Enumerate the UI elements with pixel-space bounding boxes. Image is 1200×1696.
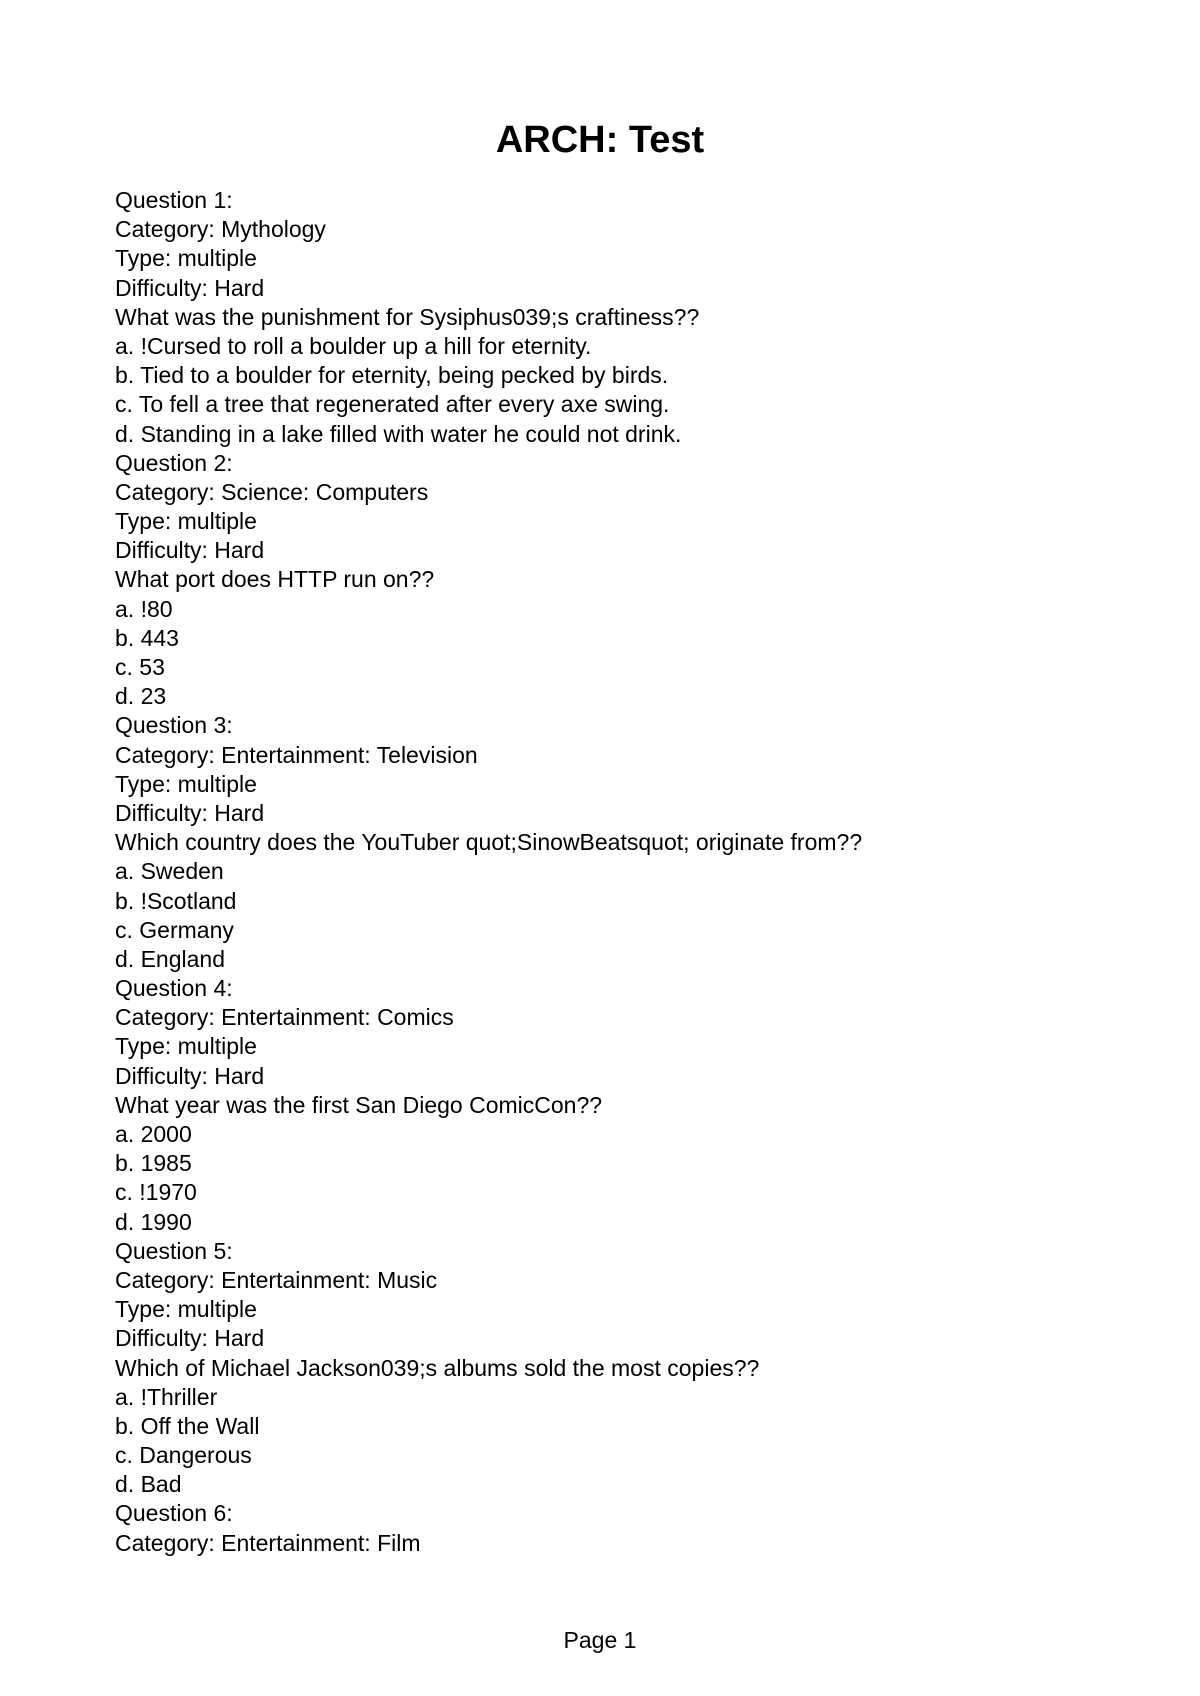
question-5-option-a: a. !Thriller [115,1383,218,1410]
question-5-option-c: c. Dangerous [115,1442,252,1469]
question-3-type: Type: multiple [115,770,257,797]
question-2-text: What port does HTTP run on?? [115,566,435,593]
question-6-header: Question 6: [115,1500,233,1527]
question-3-option-b: b. !Scotland [115,887,237,914]
question-2-option-b: b. 443 [115,624,179,651]
question-4-header: Question 4: [115,975,233,1002]
question-4-text: What year was the first San Diego ComicCon?? [115,1091,603,1118]
question-4-category: Category: Entertainment: Comics [115,1004,454,1031]
question-3-option-d: d. England [115,945,225,972]
question-5-option-d: d. Bad [115,1471,182,1498]
question-4-option-c: c. !1970 [115,1179,197,1206]
question-1-header: Question 1: [115,187,233,213]
question-5-type: Type: multiple [115,1296,257,1323]
question-list [115,186,1115,1558]
page-title: ARCH: Test [495,119,705,161]
question-3-difficulty: Difficulty: Hard [115,799,265,826]
question-1-option-b: b. Tied to a boulder for eternity, being pecked by birds. [115,362,669,389]
question-2-option-a: a. !80 [115,595,173,622]
question-3-category: Category: Entertainment: Television [115,741,478,768]
question-6-category: Category: Entertainment: Film [115,1529,421,1556]
question-3-option-a: a. Sweden [115,858,224,885]
question-5-category: Category: Entertainment: Music [115,1266,438,1293]
question-2-option-c: c. 53 [115,654,165,680]
question-4-option-d: d. 1990 [115,1208,192,1235]
question-1-option-a: a. !Cursed to roll a boulder up a hill for eternity. [115,332,592,359]
question-5-text: Which of Michael Jackson039;s albums sold the most copies?? [115,1354,760,1381]
question-1-option-c: c. To fell a tree that regenerated after every axe swing. [115,391,670,418]
question-1-option-d: d. Standing in a lake filled with water he could not drink. [115,420,682,447]
question-4-option-b: b. 1985 [115,1150,192,1177]
question-1-category: Category: Mythology [115,216,326,243]
question-4-type: Type: multiple [115,1033,257,1060]
question-5-option-b: b. Off the Wall [115,1412,260,1439]
question-5-header: Question 5: [115,1237,233,1264]
question-1-difficulty: Difficulty: Hard [115,274,265,301]
question-2-option-d: d. 23 [115,683,167,710]
question-5-difficulty: Difficulty: Hard [115,1325,265,1352]
question-2-difficulty: Difficulty: Hard [115,537,265,564]
question-3-header: Question 3: [115,712,233,739]
question-4-difficulty: Difficulty: Hard [115,1062,265,1089]
question-4-option-a: a. 2000 [115,1121,192,1147]
question-2-type: Type: multiple [115,508,257,535]
question-3-text: Which country does the YouTuber quot;SinowBeatsquot; originate from?? [115,829,863,856]
question-2-header: Question 2: [115,449,233,476]
question-3-option-c: c. Germany [115,916,234,943]
question-1-type: Type: multiple [115,245,257,272]
question-1-text: What was the punishment for Sysiphus039;s craftiness?? [115,303,700,330]
question-2-category: Category: Science: Computers [115,478,429,505]
page-number: Page 1 [563,1627,637,1653]
